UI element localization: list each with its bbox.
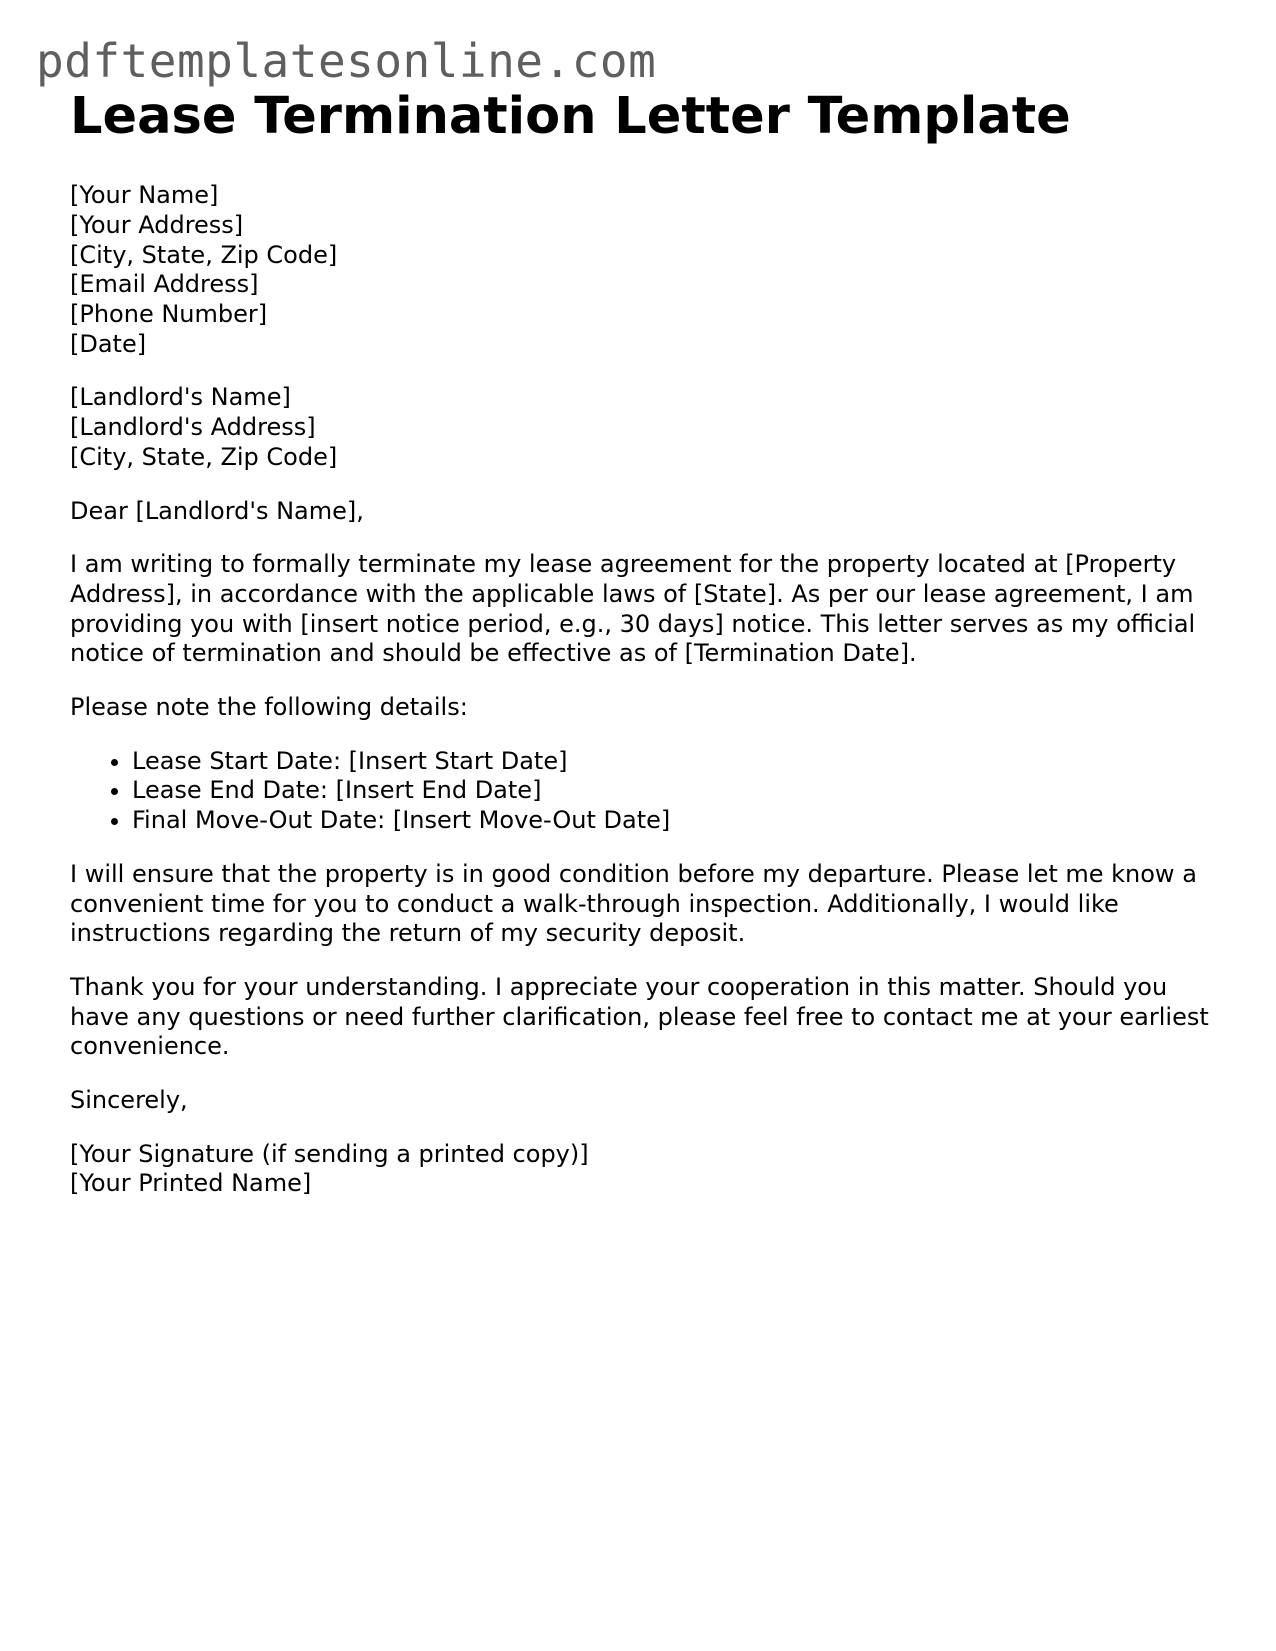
intro-paragraph: I am writing to formally terminate my lease agreement for the property located at [Property Address], in accordance with the applicable laws of [State]. As per our lease agreement, I am providing you with [insert notice period, e.g., 30 days] notice. This letter serves as my official notice of termination and should be effective as of [Termination Date]. [70,550,1196,668]
sender-email: [Email Address] [70,270,259,299]
salutation: Dear [Landlord's Name], [70,496,364,525]
printed-name: [Your Printed Name] [70,1169,312,1198]
signature-block [70,1140,1210,1199]
details-list [70,747,1210,836]
sender-city-state-zip: [City, State, Zip Code] [70,240,338,269]
list-item: • Final Move-Out Date: [Insert Move-Out Date] [132,806,1210,836]
watermark: pdftemplatesonline.com [36,34,657,88]
sender-block [70,181,1210,359]
condition-paragraph: I will ensure that the property is in good condition before my departure. Please let me know a convenient time for you to conduct a walk-through inspection. Additionally, I would like instructions regarding the return of my security deposit. [70,859,1197,948]
thanks-paragraph: Thank you for your understanding. I appreciate your cooperation in this matter. Should you have any questions or need further clarification, please feel free to contact me at your earliest convenience. [70,972,1209,1061]
list-item: • Lease Start Date: [Insert Start Date] [132,747,1210,777]
sender-name: [Your Name] [70,181,219,210]
recipient-address: [Landlord's Address] [70,413,316,442]
recipient-name: [Landlord's Name] [70,383,291,412]
closing: Sincerely, [70,1086,188,1115]
recipient-city-state-zip: [City, State, Zip Code] [70,442,338,471]
details-intro: Please note the following details: [70,693,468,722]
sender-phone: [Phone Number] [70,300,268,328]
sender-address: [Your Address] [70,210,244,239]
list-item: • Lease End Date: [Insert End Date] [132,776,1210,806]
letter-date: [Date] [70,329,147,358]
letter-page [70,86,1210,1223]
recipient-block [70,383,1210,472]
signature-line: [Your Signature (if sending a printed copy)] [70,1139,589,1168]
page-title: Lease Termination Letter Template [70,87,1071,146]
